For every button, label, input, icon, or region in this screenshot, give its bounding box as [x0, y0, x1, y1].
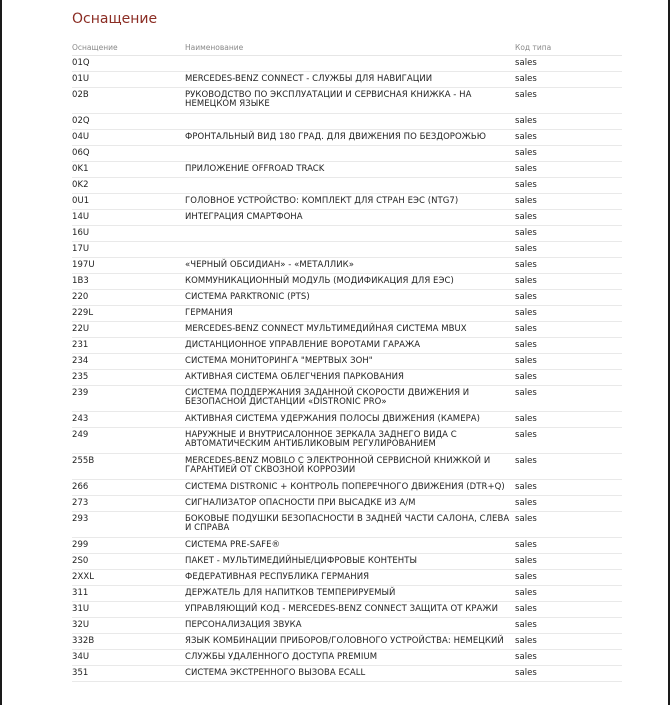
equipment-name: НАРУЖНЫЕ И ВНУТРИСАЛОННОЕ ЗЕРКАЛА ЗАДНЕГО ВИДА С АВТОМАТИЧЕСКИМ АНТИБЛИКОВЫМ РЕГУЛИРОВАНИЕМ: [185, 428, 515, 454]
equipment-code: 2S0: [72, 554, 185, 570]
equipment-name: [185, 226, 515, 242]
table-row: [72, 72, 622, 88]
table-row: [72, 242, 622, 258]
equipment-code: 332B: [72, 634, 185, 650]
equipment-name: КОММУНИКАЦИОННЫЙ МОДУЛЬ (МОДИФИКАЦИЯ ДЛЯ ЕЭС): [185, 274, 515, 290]
equipment-name: УПРАВЛЯЮЩИЙ КОД - MERCEDES-BENZ CONNECT ЗАЩИТА ОТ КРАЖИ: [185, 602, 515, 618]
type-code: sales: [515, 602, 622, 618]
equipment-name: АКТИВНАЯ СИСТЕМА УДЕРЖАНИЯ ПОЛОСЫ ДВИЖЕНИЯ (КАМЕРА): [185, 412, 515, 428]
equipment-name: [185, 56, 515, 72]
type-code: sales: [515, 72, 622, 88]
equipment-code: 249: [72, 428, 185, 454]
type-code: sales: [515, 274, 622, 290]
type-code: sales: [515, 88, 622, 114]
equipment-name: ФЕДЕРАТИВНАЯ РЕСПУБЛИКА ГЕРМАНИЯ: [185, 570, 515, 586]
table-row: [72, 428, 622, 454]
type-code: sales: [515, 146, 622, 162]
type-code: sales: [515, 512, 622, 538]
table-row: [72, 194, 622, 210]
equipment-name: СИСТЕМА PRE-SAFE®: [185, 538, 515, 554]
equipment-code: 32U: [72, 618, 185, 634]
table-body: [72, 56, 622, 682]
equipment-name: MERCEDES-BENZ MOBILO С ЭЛЕКТРОННОЙ СЕРВИСНОЙ КНИЖКОЙ И ГАРАНТИЕЙ ОТ СКВОЗНОЙ КОРРОЗИИ: [185, 454, 515, 480]
equipment-name: «ЧЕРНЫЙ ОБСИДИАН» - «МЕТАЛЛИК»: [185, 258, 515, 274]
equipment-name: [185, 146, 515, 162]
table-row: [72, 258, 622, 274]
table-row: [72, 226, 622, 242]
equipment-code: 01U: [72, 72, 185, 88]
table-row: [72, 512, 622, 538]
equipment-code: 234: [72, 354, 185, 370]
table-row: [72, 338, 622, 354]
type-code: sales: [515, 586, 622, 602]
table-row: [72, 274, 622, 290]
equipment-code: 16U: [72, 226, 185, 242]
table-row: [72, 130, 622, 146]
table-row: [72, 290, 622, 306]
equipment-code: 17U: [72, 242, 185, 258]
equipment-name: [185, 178, 515, 194]
type-code: sales: [515, 570, 622, 586]
equipment-code: 2XXL: [72, 570, 185, 586]
table-row: [72, 88, 622, 114]
table-row: [72, 538, 622, 554]
equipment-code: 293: [72, 512, 185, 538]
table-row: [72, 178, 622, 194]
equipment-code: 22U: [72, 322, 185, 338]
type-code: sales: [515, 538, 622, 554]
equipment-name: СИГНАЛИЗАТОР ОПАСНОСТИ ПРИ ВЫСАДКЕ ИЗ А/М: [185, 496, 515, 512]
equipment-name: ДЕРЖАТЕЛЬ ДЛЯ НАПИТКОВ ТЕМПЕРИРУЕМЫЙ: [185, 586, 515, 602]
equipment-table: [72, 41, 622, 682]
equipment-code: 273: [72, 496, 185, 512]
type-code: sales: [515, 130, 622, 146]
table-row: [72, 496, 622, 512]
equipment-code: 220: [72, 290, 185, 306]
table-row: [72, 322, 622, 338]
table-header-row: [72, 41, 622, 56]
equipment-name: ЯЗЫК КОМБИНАЦИИ ПРИБОРОВ/ГОЛОВНОГО УСТРОЙСТВА: НЕМЕЦКИЙ: [185, 634, 515, 650]
equipment-code: 0K1: [72, 162, 185, 178]
type-code: sales: [515, 650, 622, 666]
type-code: sales: [515, 666, 622, 682]
type-code: sales: [515, 290, 622, 306]
equipment-code: 255B: [72, 454, 185, 480]
equipment-code: 06Q: [72, 146, 185, 162]
table-row: [72, 162, 622, 178]
equipment-code: 02B: [72, 88, 185, 114]
equipment-name: ФРОНТАЛЬНЫЙ ВИД 180 ГРАД. ДЛЯ ДВИЖЕНИЯ ПО БЕЗДОРОЖЬЮ: [185, 130, 515, 146]
equipment-code: 266: [72, 480, 185, 496]
type-code: sales: [515, 306, 622, 322]
table-row: [72, 634, 622, 650]
table-row: [72, 370, 622, 386]
equipment-code: 235: [72, 370, 185, 386]
type-code: sales: [515, 480, 622, 496]
equipment-name: ГЕРМАНИЯ: [185, 306, 515, 322]
equipment-code: 31U: [72, 602, 185, 618]
table-row: [72, 618, 622, 634]
equipment-name: [185, 114, 515, 130]
type-code: sales: [515, 386, 622, 412]
equipment-name: АКТИВНАЯ СИСТЕМА ОБЛЕГЧЕНИЯ ПАРКОВАНИЯ: [185, 370, 515, 386]
header-name: Наименование: [185, 41, 515, 56]
equipment-name: РУКОВОДСТВО ПО ЭКСПЛУАТАЦИИ И СЕРВИСНАЯ КНИЖКА - НА НЕМЕЦКОМ ЯЗЫКЕ: [185, 88, 515, 114]
type-code: sales: [515, 56, 622, 72]
equipment-name: [185, 242, 515, 258]
equipment-code: 299: [72, 538, 185, 554]
type-code: sales: [515, 370, 622, 386]
type-code: sales: [515, 496, 622, 512]
table-row: [72, 554, 622, 570]
equipment-code: 34U: [72, 650, 185, 666]
equipment-name: СИСТЕМА ЭКСТРЕННОГО ВЫЗОВА ECALL: [185, 666, 515, 682]
table-row: [72, 210, 622, 226]
equipment-name: MERCEDES-BENZ CONNECT МУЛЬТИМЕДИЙНАЯ СИСТЕМА MBUX: [185, 322, 515, 338]
equipment-name: СИСТЕМА МОНИТОРИНГА "МЕРТВЫХ ЗОН": [185, 354, 515, 370]
section-title: Оснащение: [72, 11, 158, 27]
equipment-code: 01Q: [72, 56, 185, 72]
equipment-name: СИСТЕМА ПОДДЕРЖАНИЯ ЗАДАННОЙ СКОРОСТИ ДВИЖЕНИЯ И БЕЗОПАСНОЙ ДИСТАНЦИИ «DISTRONIC PRO»: [185, 386, 515, 412]
equipment-code: 239: [72, 386, 185, 412]
type-code: sales: [515, 428, 622, 454]
table-row: [72, 146, 622, 162]
type-code: sales: [515, 114, 622, 130]
table-row: [72, 114, 622, 130]
table-row: [72, 306, 622, 322]
table-row: [72, 454, 622, 480]
equipment-name: БОКОВЫЕ ПОДУШКИ БЕЗОПАСНОСТИ В ЗАДНЕЙ ЧАСТИ САЛОНА, СЛЕВА И СПРАВА: [185, 512, 515, 538]
table-row: [72, 386, 622, 412]
equipment-name: СЛУЖБЫ УДАЛЕННОГО ДОСТУПА PREMIUM: [185, 650, 515, 666]
table-row: [72, 354, 622, 370]
equipment-name: ПРИЛОЖЕНИЕ OFFROAD TRACK: [185, 162, 515, 178]
equipment-name: MERCEDES-BENZ CONNECT - СЛУЖБЫ ДЛЯ НАВИГАЦИИ: [185, 72, 515, 88]
type-code: sales: [515, 194, 622, 210]
equipment-code: 1B3: [72, 274, 185, 290]
table-row: [72, 56, 622, 72]
type-code: sales: [515, 226, 622, 242]
type-code: sales: [515, 258, 622, 274]
table-row: [72, 650, 622, 666]
equipment-name: СИСТЕМА DISTRONIC + КОНТРОЛЬ ПОПЕРЕЧНОГО ДВИЖЕНИЯ (DTR+Q): [185, 480, 515, 496]
type-code: sales: [515, 178, 622, 194]
table-row: [72, 412, 622, 428]
equipment-code: 04U: [72, 130, 185, 146]
table-row: [72, 480, 622, 496]
equipment-code: 0K2: [72, 178, 185, 194]
equipment-code: 311: [72, 586, 185, 602]
equipment-name: ПАКЕТ - МУЛЬТИМЕДИЙНЫЕ/ЦИФРОВЫЕ КОНТЕНТЫ: [185, 554, 515, 570]
header-code: Оснащение: [72, 41, 185, 56]
type-code: sales: [515, 210, 622, 226]
equipment-code: 0U1: [72, 194, 185, 210]
equipment-code: 243: [72, 412, 185, 428]
type-code: sales: [515, 162, 622, 178]
type-code: sales: [515, 634, 622, 650]
equipment-name: ИНТЕГРАЦИЯ СМАРТФОНА: [185, 210, 515, 226]
type-code: sales: [515, 618, 622, 634]
table-row: [72, 570, 622, 586]
equipment-name: ПЕРСОНАЛИЗАЦИЯ ЗВУКА: [185, 618, 515, 634]
type-code: sales: [515, 322, 622, 338]
equipment-code: 02Q: [72, 114, 185, 130]
type-code: sales: [515, 242, 622, 258]
equipment-name: СИСТЕМА PARKTRONIC (PTS): [185, 290, 515, 306]
type-code: sales: [515, 354, 622, 370]
equipment-name: ГОЛОВНОЕ УСТРОЙСТВО: КОМПЛЕКТ ДЛЯ СТРАН ЕЭС (NTG7): [185, 194, 515, 210]
type-code: sales: [515, 338, 622, 354]
table-row: [72, 666, 622, 682]
equipment-code: 351: [72, 666, 185, 682]
table-row: [72, 586, 622, 602]
equipment-code: 14U: [72, 210, 185, 226]
header-type: Код типа: [515, 41, 622, 56]
type-code: sales: [515, 554, 622, 570]
equipment-name: ДИСТАНЦИОННОЕ УПРАВЛЕНИЕ ВОРОТАМИ ГАРАЖА: [185, 338, 515, 354]
equipment-code: 197U: [72, 258, 185, 274]
type-code: sales: [515, 454, 622, 480]
table-row: [72, 602, 622, 618]
type-code: sales: [515, 412, 622, 428]
equipment-code: 229L: [72, 306, 185, 322]
equipment-code: 231: [72, 338, 185, 354]
